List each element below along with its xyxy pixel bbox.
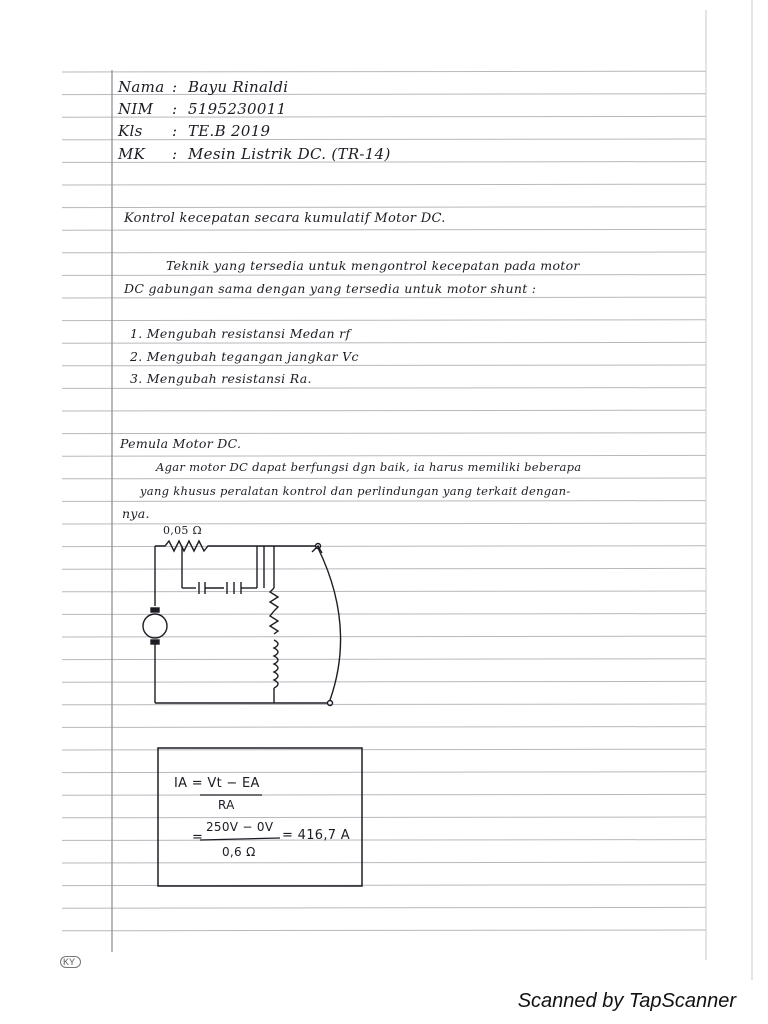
course-colon: : — [172, 145, 178, 163]
ruled-line — [62, 727, 706, 728]
nim-colon: : — [172, 100, 178, 118]
ruled-line — [62, 907, 706, 908]
name-colon: : — [172, 78, 178, 96]
field-coil — [274, 640, 278, 688]
ruled-line — [62, 523, 706, 524]
ruled-line — [62, 252, 706, 253]
ruled-line — [62, 297, 706, 298]
section2-body-line3: nya. — [122, 506, 150, 521]
ruled-line — [62, 930, 706, 931]
formula-denominator: RA — [218, 798, 235, 812]
formula-equals: = — [192, 830, 204, 845]
list-item: 2. Mengubah tegangan jangkar Vc — [130, 349, 359, 364]
brand-logo: KY — [60, 956, 81, 968]
course-label: MK — [118, 145, 146, 163]
ruled-line — [62, 681, 706, 682]
ruled-line — [62, 71, 706, 72]
ruled-line — [62, 659, 706, 660]
scanner-watermark: Scanned by TapScanner — [517, 990, 736, 1012]
formula-lhs: IA = Vt − EA — [174, 776, 260, 791]
ruled-line — [62, 455, 706, 456]
ruled-line — [62, 207, 706, 208]
ruled-line — [62, 704, 706, 705]
ruled-line — [62, 139, 706, 140]
name-label: Nama — [118, 78, 165, 96]
resistor-label: 0,05 Ω — [163, 524, 202, 537]
ruled-line — [62, 229, 706, 230]
section1-intro-line1: Teknik yang tersedia untuk mengontrol kecepatan pada motor — [166, 258, 580, 273]
section1-title: Kontrol kecepatan secara kumulatif Motor DC. — [124, 211, 446, 226]
ruled-line — [62, 388, 706, 389]
motor-brush-bottom — [151, 640, 159, 644]
class-colon: : — [172, 122, 178, 140]
list-item: 1. Mengubah resistansi Medan rf — [130, 326, 351, 341]
class-value: TE.B 2019 — [188, 122, 271, 140]
ruled-line — [62, 568, 706, 569]
class-label: Kls — [118, 122, 143, 140]
motor-icon — [143, 614, 167, 638]
nim-label: NIM — [118, 100, 154, 118]
ruled-line — [62, 365, 706, 366]
ruled-line — [62, 591, 706, 592]
ruled-line — [62, 320, 706, 321]
formula-numerator2: 250V − 0V — [206, 820, 274, 834]
formula-denominator2: 0,6 Ω — [222, 845, 256, 859]
formula-result: = 416,7 A — [282, 828, 350, 843]
ruled-line — [62, 275, 706, 276]
ruled-line — [62, 410, 706, 411]
ruled-line — [62, 478, 706, 479]
section2-title: Pemula Motor DC. — [120, 436, 242, 451]
name-value: Bayu Rinaldi — [188, 78, 289, 96]
section1-intro-line2: DC gabungan sama dengan yang tersedia untuk motor shunt : — [124, 281, 537, 296]
motor-brush-top — [151, 608, 159, 612]
nim-value: 5195230011 — [188, 100, 287, 118]
ruled-line — [62, 184, 706, 185]
section2-body-line1: Agar motor DC dapat berfungsi dgn baik, ia harus memiliki beberapa — [156, 460, 582, 474]
ruled-line — [62, 433, 706, 434]
ruled-line — [62, 501, 706, 502]
circuit-diagram — [143, 541, 341, 706]
top-wire-resistor — [155, 541, 260, 551]
ruled-line — [62, 342, 706, 343]
starter-arm — [318, 548, 341, 700]
section2-body-line2: yang khusus peralatan kontrol dan perlindungan yang terkait dengan- — [140, 484, 571, 498]
list-item: 3. Mengubah resistansi Ra. — [130, 371, 312, 386]
ruled-line — [62, 116, 706, 117]
course-value: Mesin Listrik DC. (TR-14) — [188, 145, 391, 163]
